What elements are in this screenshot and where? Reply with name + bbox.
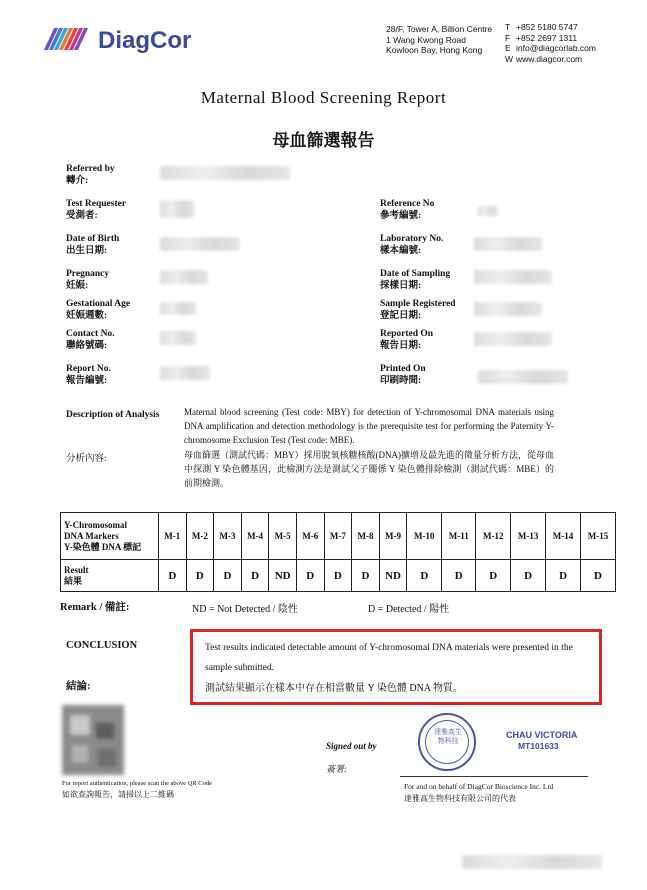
logo-mark-icon bbox=[38, 24, 96, 58]
company-stamp bbox=[418, 713, 476, 771]
logo-text: DiagCor bbox=[98, 27, 192, 54]
redacted-value bbox=[160, 200, 194, 218]
result-cell: D bbox=[546, 560, 581, 592]
result-cell: D bbox=[442, 560, 476, 592]
field-gestational-age: Gestational Age 妊娠週數: bbox=[66, 299, 131, 321]
marker-cell: M-15 bbox=[580, 513, 615, 560]
signed-out-label-zh: 簽署: bbox=[326, 764, 347, 774]
redacted-value bbox=[160, 270, 208, 284]
signatory-id: MT101633 bbox=[518, 741, 559, 751]
result-cell: ND bbox=[379, 560, 407, 592]
description-label: Description of Analysis bbox=[66, 410, 160, 420]
marker-cell: M-6 bbox=[296, 513, 324, 560]
field-pregnancy: Pregnancy 妊娠: bbox=[66, 269, 110, 291]
result-cell: D bbox=[407, 560, 442, 592]
marker-cell: M-14 bbox=[546, 513, 581, 560]
description-label-zh: 分析內容: bbox=[66, 454, 107, 464]
field-laboratory-no: Laboratory No. 樣本編號: bbox=[380, 234, 444, 256]
markers-table bbox=[60, 512, 616, 592]
redacted-value bbox=[474, 237, 542, 251]
result-cell: D bbox=[186, 560, 214, 592]
address-line: Kowloon Bay, Hong Kong bbox=[386, 45, 483, 55]
table-header-cell: Y-Chromosomal DNA Markers Y-染色體 DNA 標記 bbox=[61, 513, 159, 560]
marker-cell: M-2 bbox=[186, 513, 214, 560]
redacted-value bbox=[474, 332, 552, 346]
conclusion-text-zh: 測試結果顯示在樣本中存在相當數量 Y 染色體 DNA 物質。 bbox=[205, 683, 463, 694]
address-line: 28/F, Tower A, Billion Centre bbox=[386, 24, 493, 34]
marker-cell: M-1 bbox=[159, 513, 187, 560]
table-row bbox=[61, 560, 616, 592]
result-cell: D bbox=[159, 560, 187, 592]
field-reference-no: Reference No 參考編號: bbox=[380, 199, 435, 221]
result-cell: D bbox=[214, 560, 242, 592]
signed-out-label: Signed out by bbox=[326, 741, 377, 751]
company-logo bbox=[38, 22, 208, 62]
description-text-zh: 母血篩選（測試代碼：MBY）採用脫氧核糖核酸(DNA)擴增及最先進的微量分析方法，從母血中探測 Y 染色體基因，此檢測方法是測試父子關係 Y 染色體排除檢測（測試代碼：MBE）的前期檢測。 bbox=[184, 450, 554, 488]
redacted-value bbox=[478, 370, 568, 384]
marker-cell: M-11 bbox=[442, 513, 476, 560]
redacted-value bbox=[478, 206, 498, 216]
qr-code bbox=[62, 705, 124, 775]
marker-cell: M-8 bbox=[352, 513, 380, 560]
signature-line bbox=[400, 776, 588, 777]
remark-d: D = Detected / 陽性 bbox=[368, 604, 450, 615]
redacted-value bbox=[474, 270, 552, 284]
stamp-text: 達雅高生物科技 bbox=[434, 728, 462, 745]
qr-note-zh: 如欲查詢報告，請掃以上二維碼 bbox=[62, 790, 174, 799]
redacted-value bbox=[160, 366, 210, 380]
address-line: 1 Wang Kwong Road bbox=[386, 34, 467, 45]
contact-line: W www.diagcor.com bbox=[505, 53, 583, 64]
field-reported-on: Reported On 報告日期: bbox=[380, 329, 434, 351]
result-cell: D bbox=[352, 560, 380, 592]
contact-line: F +852 2697 1311 bbox=[505, 32, 578, 43]
field-referred-by: Referred by 轉介: bbox=[66, 164, 115, 186]
redacted-value bbox=[160, 302, 196, 315]
field-sample-registered: Sample Registered 登記日期: bbox=[380, 299, 456, 321]
marker-cell: M-9 bbox=[379, 513, 407, 560]
result-cell: D bbox=[511, 560, 546, 592]
signatory-name: CHAU VICTORIA bbox=[506, 730, 578, 740]
table-row bbox=[61, 513, 616, 560]
redacted-value bbox=[160, 166, 290, 180]
field-date-of-sampling: Date of Sampling 採樣日期: bbox=[380, 269, 451, 291]
company-address bbox=[386, 24, 506, 56]
field-contact-no: Contact No. 聯絡號碼: bbox=[66, 329, 115, 351]
contact-line: T +852 5180 5747 bbox=[505, 22, 578, 32]
contact-line: E info@diagcorlab.com bbox=[505, 43, 596, 53]
behalf-text: For and on behalf of DiagCor Bioscience Inc. Ltd bbox=[404, 782, 554, 791]
result-cell: D bbox=[296, 560, 324, 592]
result-cell: D bbox=[324, 560, 352, 592]
result-cell: D bbox=[476, 560, 511, 592]
redacted-value bbox=[160, 237, 240, 251]
qr-note: For report authentication, please scan the above QR Code bbox=[62, 780, 212, 787]
marker-cell: M-13 bbox=[511, 513, 546, 560]
behalf-text-zh: 達雅高生物科技有限公司的代表 bbox=[404, 794, 516, 803]
marker-cell: M-12 bbox=[476, 513, 511, 560]
company-contact bbox=[505, 22, 635, 64]
redacted-value bbox=[474, 302, 542, 316]
conclusion-label-zh: 結論: bbox=[66, 681, 91, 692]
marker-cell: M-7 bbox=[324, 513, 352, 560]
result-cell: D bbox=[241, 560, 269, 592]
field-test-requester: Test Requester 受測者: bbox=[66, 199, 127, 221]
marker-cell: M-5 bbox=[269, 513, 297, 560]
marker-cell: M-4 bbox=[241, 513, 269, 560]
remark-nd: ND = Not Detected / 陰性 bbox=[192, 604, 298, 615]
report-title-zh: 母血篩選報告 bbox=[272, 131, 375, 150]
redacted-value bbox=[160, 331, 196, 345]
conclusion-text: Test results indicated detectable amount of Y-chromosomal DNA materials were presented in the sample submitted. bbox=[205, 643, 573, 673]
field-date-of-birth: Date of Birth 出生日期: bbox=[66, 234, 120, 256]
result-cell: ND bbox=[269, 560, 297, 592]
field-printed-on: Printed On 印刷時間: bbox=[380, 364, 426, 386]
marker-cell: M-3 bbox=[214, 513, 242, 560]
result-cell: D bbox=[580, 560, 615, 592]
conclusion-label: CONCLUSION bbox=[66, 640, 138, 651]
description-text: Maternal blood screening (Test code: MBY) for detection of Y-chromosomal DNA materials using DNA amplification and detection methodology is the prerequisite test for performing the Paternity Y-chromosome Exclusion Test (Test code: MBE). bbox=[184, 407, 554, 445]
redacted-footer bbox=[462, 855, 602, 869]
marker-cell: M-10 bbox=[407, 513, 442, 560]
result-header-cell: Result 結果 bbox=[61, 560, 159, 592]
report-title: Maternal Blood Screening Report bbox=[200, 88, 447, 107]
remark-label: Remark / 備註: bbox=[60, 602, 130, 613]
field-report-no: Report No. 報告編號: bbox=[66, 364, 111, 386]
